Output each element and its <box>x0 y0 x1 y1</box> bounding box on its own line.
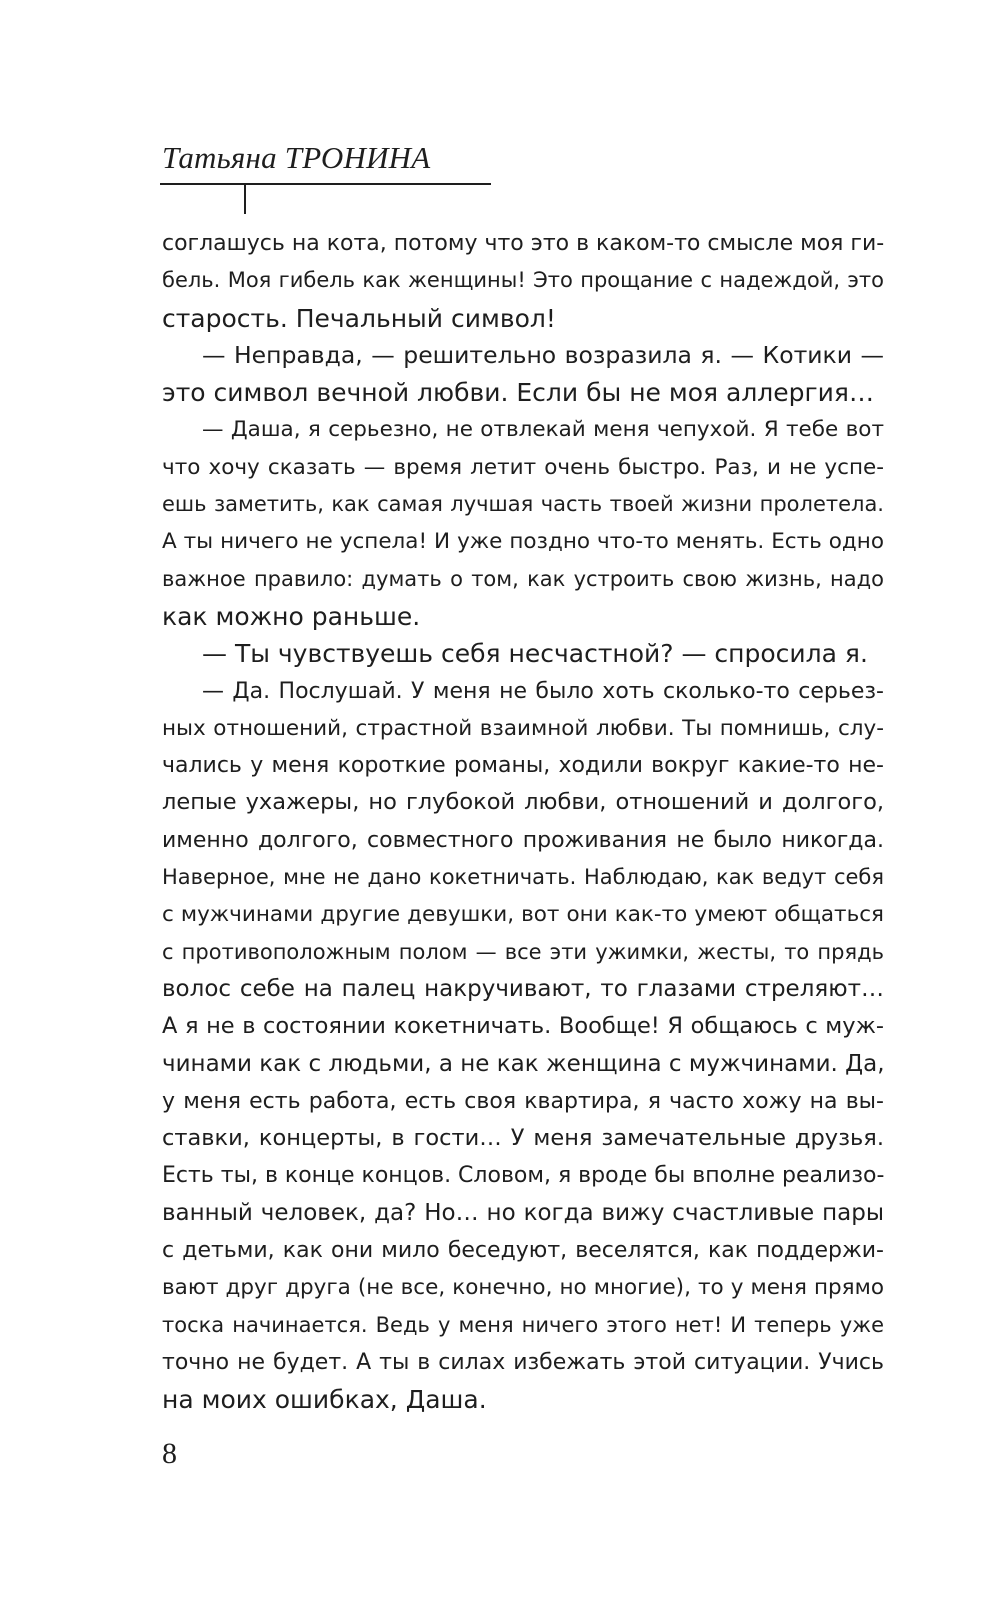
text-line: с детьми, как они мило беседуют, веселятся, как поддержи- <box>162 1238 884 1264</box>
text-line: А я не в состоянии кокетничать. Вообще! Я общаюсь с муж- <box>162 1013 884 1040</box>
text-line: Наверное, мне не дано кокетничать. Наблюдаю, как ведут себя <box>162 865 884 890</box>
body-text <box>162 225 884 1419</box>
text-line: тоска начинается. Ведь у меня ничего этого нет! И теперь уже <box>162 1312 884 1337</box>
text-line: — Даша, я серьезно, не отвлекай меня чепухой. Я тебе вот <box>202 417 884 443</box>
text-line: соглашусь на кота, потому что это в каком-то смысле моя ги- <box>162 231 885 256</box>
text-line: чинами как с людьми, а не как женщина с мужчинами. Да, <box>162 1050 885 1077</box>
text-line: с противоположным полом — все эти ужимки, жесты, то прядь <box>162 939 884 964</box>
text-line: — Неправда, — решительно возразила я. — Котики — <box>202 340 884 369</box>
text-line: вают друг друга (не все, конечно, но многие), то у меня прямо <box>162 1275 884 1301</box>
text-line: что хочу сказать — время летит очень быстро. Раз, и не успе- <box>162 454 884 480</box>
text-line: на моих ошибках, Даша. <box>162 1385 487 1415</box>
text-line: А ты ничего не успела! И уже поздно что-то менять. Есть одно <box>162 529 884 555</box>
text-line: — Да. Послушай. У меня не было хоть сколько-то серьез- <box>202 678 884 704</box>
text-line: ванный человек, да? Но… но когда вижу счастливые пары <box>162 1199 884 1226</box>
text-line: точно не будет. А ты в силах избежать этой ситуации. Учись <box>162 1349 884 1375</box>
header-rule <box>160 183 491 185</box>
text-line: как можно раньше. <box>162 601 421 631</box>
text-line: ставки, концерты, в гости… У меня замечательные друзья. <box>162 1125 884 1152</box>
text-line: с мужчинами другие девушки, вот они как-то умеют общаться <box>162 902 884 928</box>
header-tick <box>244 184 246 214</box>
text-line: ных отношений, страстной взаимной любви. Ты помнишь, слу- <box>162 715 884 741</box>
running-header-author: Татьяна ТРОНИНА <box>162 140 431 175</box>
text-line: это символ вечной любви. Если бы не моя аллергия… <box>162 378 874 408</box>
text-line: — Ты чувствуешь себя несчастной? — спросила я. <box>202 639 868 669</box>
page-number: 8 <box>162 1437 177 1470</box>
text-line: старость. Печальный символ! <box>162 303 556 333</box>
text-line: Есть ты, в конце концов. Словом, я вроде бы вполне реализо- <box>162 1163 885 1189</box>
text-line: именно долгого, совместного проживания не было никогда. <box>162 827 884 853</box>
text-line: чались у меня короткие романы, ходили вокруг какие-то не- <box>162 753 884 779</box>
text-line: ешь заметить, как самая лучшая часть твоей жизни пролетела. <box>162 492 884 517</box>
text-line: лепые ухажеры, но глубокой любви, отношений и долгого, <box>162 789 884 816</box>
text-line: волос себе на палец накручивают, то глазами стреляют… <box>162 975 884 1002</box>
text-line: у меня есть работа, есть своя квартира, я часто хожу на вы- <box>162 1088 884 1114</box>
text-line: бель. Моя гибель как женщины! Это прощание с надеждой, это <box>162 268 884 293</box>
text-line: важное правило: думать о том, как устроить свою жизнь, надо <box>162 566 884 591</box>
